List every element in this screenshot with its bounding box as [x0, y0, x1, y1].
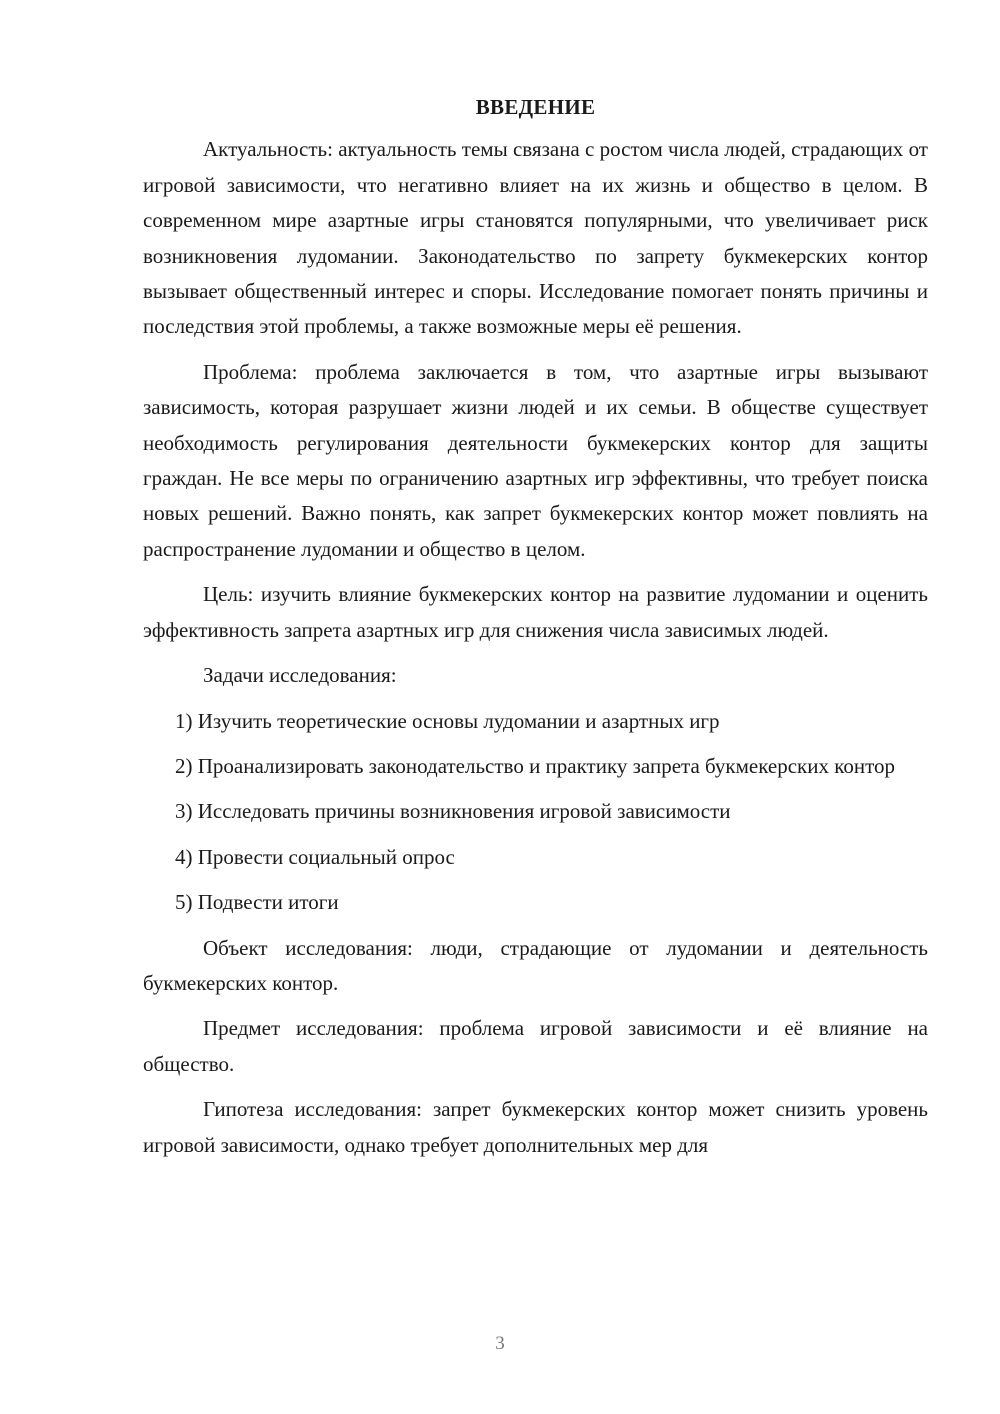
paragraph-hypothesis: Гипотеза исследования: запрет букмекерских контор может снизить уровень игровой зависимости, однако требует дополнительных мер для [143, 1097, 928, 1157]
task-item-5: 5) Подвести итоги [175, 890, 339, 915]
page-number: 3 [495, 1333, 505, 1354]
paragraph-relevance: Актуальность: актуальность темы связана с ростом числа людей, страдающих от игровой зависимости, что негативно влияет на их жизнь и общество в целом. В современном мире азартные игры становятся популярными, что увеличивает риск возникновения лудомании. Законодательство по запрету букмекерских контор вызывает общественный интерес и споры. Исследование помогает понять причины и последствия этой проблемы, а также возможные меры её решения. [143, 137, 928, 339]
section-title: ВВЕДЕНИЕ [475, 95, 596, 119]
task-item-4: 4) Провести социальный опрос [175, 844, 455, 869]
task-item-2: 2) Проанализировать законодательство и практику запрета букмекерских контор [175, 753, 895, 778]
paragraph-subject: Предмет исследования: проблема игровой зависимости и её влияние на общество. [143, 1016, 928, 1076]
paragraph-object: Объект исследования: люди, страдающие от лудомании и деятельность букмекерских контор. [143, 935, 928, 995]
document-page [143, 90, 928, 1173]
paragraph-goal: Цель: изучить влияние букмекерских контор на развитие лудомании и оценить эффективность запрета азартных игр для снижения числа зависимых людей. [143, 582, 928, 642]
task-item-3: 3) Исследовать причины возникновения игровой зависимости [175, 799, 731, 824]
paragraph-problem: Проблема: проблема заключается в том, что азартные игры вызывают зависимость, которая разрушает жизни людей и их семьи. В обществе существует необходимость регулирования деятельности букмекерских контор для защиты граждан. Не все меры по ограничению азартных игр эффективны, что требует поиска новых решений. Важно понять, как запрет букмекерских контор может повлиять на распространение лудомании и общество в целом. [143, 359, 928, 561]
task-item-1: 1) Изучить теоретические основы лудомании и азартных игр [175, 708, 720, 733]
paragraph-tasks-heading: Задачи исследования: [203, 663, 397, 688]
